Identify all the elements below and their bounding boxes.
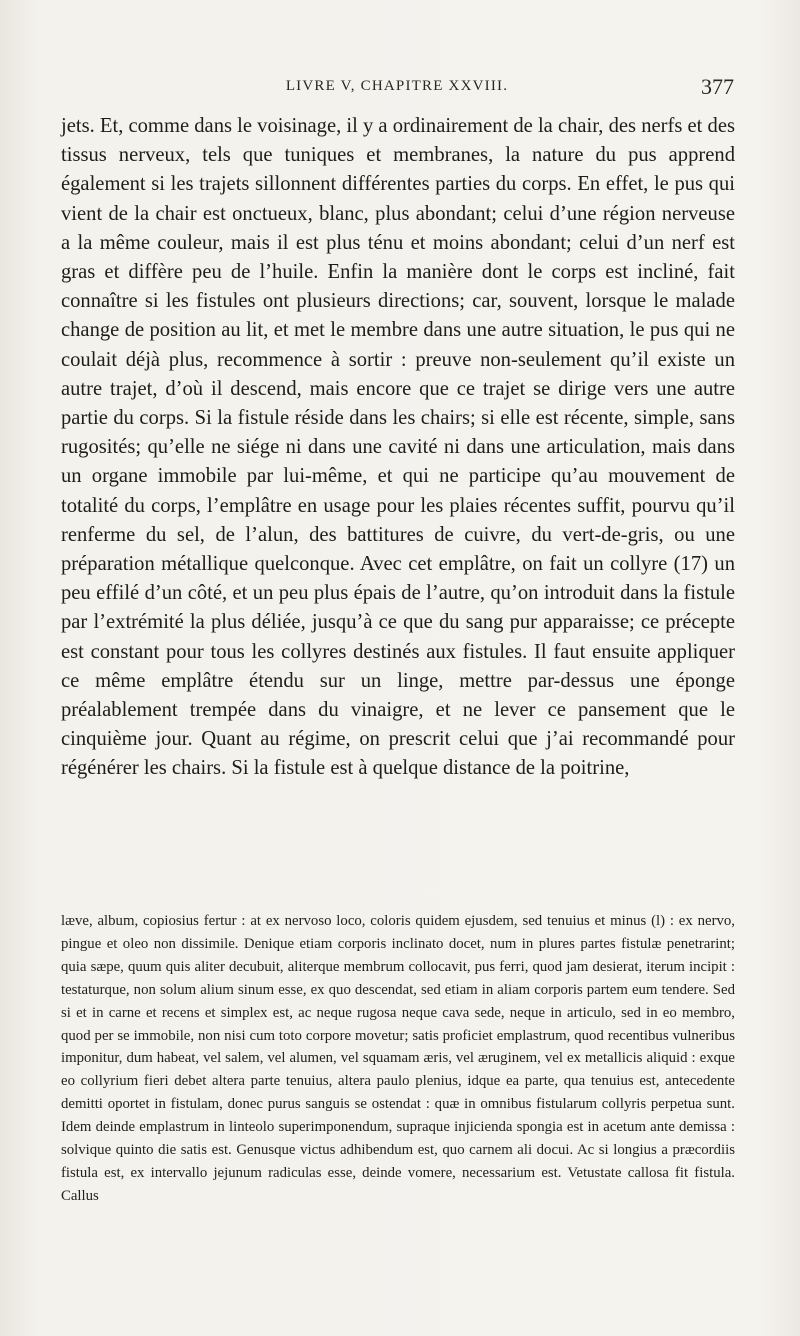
latin-footnote: [61, 910, 735, 1208]
running-head: [60, 74, 734, 102]
main-text: [61, 112, 735, 784]
footnote-paragraph: læve, album, copiosius fertur : at ex nervoso loco, coloris quidem ejusdem, sed tenuius et minus (l) : ex nervo, pingue et oleo non dissimile. Denique etiam corporis inclinato docet, num in plures partes fistulæ penetrarint; quia sæpe, quum quis aliter decubuit, aliterque membrum collocavit, pus ferri, quod jam desierat, iterum incipit : testaturque, non solum alium sinum esse, ex quo descendat, sed etiam in aliam corporis partem eum tendere. Sed si et in carne et recens et simplex est, ac neque rugosa neque cava sede, neque in articulo, sed in eo membro, quod per se immobile, non nisi cum toto corpore movetur; satis proficiet emplastrum, quod recentibus vulneribus imponitur, dum habeat, vel salem, vel alumen, vel squamam æris, vel æruginem, vel ex metallicis aliquid : exque eo collyrium fieri debet altera parte tenuius, altera paulo plenius, idque ea parte, qua tenuius est, antecedente demitti oportet in fistulam, donec purus sanguis se ostendat : quæ in omnibus fistularum collyris perpetua sunt. Idem deinde emplastrum in linteolo superimponendum, supraque injicienda spongia est in acetum ante demissa : solvique quinto die satis est. Genusque victus adhibendum est, quo carnem ali docui. Ac si longius a præcordiis fistula est, ex intervallo jejunum radiculas esse, deinde vomere, necessarium est. Vetustate callosa fit fistula. Callus: [61, 913, 735, 1204]
main-paragraph: jets. Et, comme dans le voisinage, il y a ordinairement de la chair, des nerfs et des tissus nerveux, tels que tuniques et membranes, la nature du pus apprend également si les trajets sillonnent différentes parties du corps. En effet, le pus qui vient de la chair est onctueux, blanc, plus abondant; celui d’une région nerveuse a la même couleur, mais il est plus ténu et moins abondant; celui d’un nerf est gras et diffère peu de l’huile. Enfin la manière dont le corps est incliné, fait connaître si les fistules ont plusieurs directions; car, souvent, lorsque le malade change de position au lit, et met le membre dans une autre situation, le pus qui ne coulait déjà plus, recommence à sortir : preuve non-seulement qu’il existe un autre trajet, d’où il descend, mais encore que ce trajet se dirige vers une autre partie du corps. Si la fistule réside dans les chairs; si elle est récente, simple, sans rugosités; qu’elle ne siége ni dans une cavité ni dans une articulation, mais dans un organe immobile par lui-même, et qui ne participe qu’au mouvement de totalité du corps, l’emplâtre en usage pour les plaies récentes suffit, pourvu qu’il renferme du sel, de l’alun, des battitures de cuivre, du vert-de-gris, ou une préparation métallique quelconque. Avec cet emplâtre, on fait un collyre (17) un peu effilé d’un côté, et un peu plus épais de l’autre, qu’on introduit dans la fistule par l’extrémité la plus déliée, jusqu’à ce que du sang pur apparaisse; ce précepte est constant pour tous les collyres destinés aux fistules. Il faut ensuite appliquer ce même emplâtre étendu sur un linge, mettre par-dessus une éponge préalablement trempée dans du vinaigre, et ne lever ce pansement que le cinquième jour. Quant au régime, on prescrit celui que j’ai recommandé pour régénérer les chairs. Si la fistule est à quelque distance de la poitrine,: [61, 115, 735, 780]
page-number: 377: [701, 74, 734, 99]
running-title: LIVRE V, CHAPITRE XXVIII.: [285, 78, 509, 94]
